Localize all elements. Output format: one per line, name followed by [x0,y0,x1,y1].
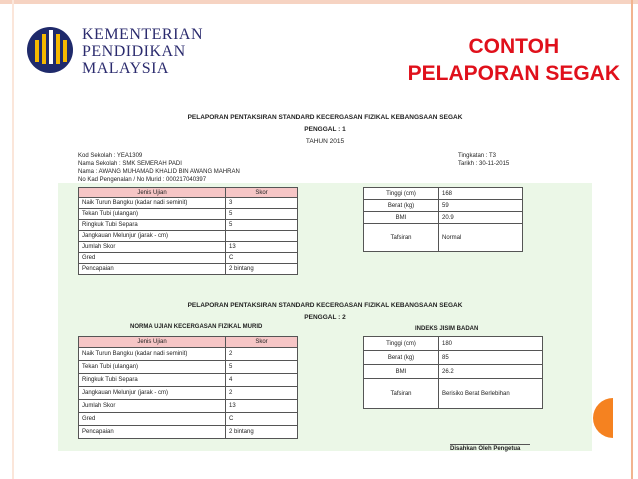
test-score: 2 [226,387,298,400]
norma-title: NORMA UJIAN KECERGASAN FIZIKAL MURID [130,324,263,330]
test-name: Tekan Tubi (ulangan) [79,361,226,374]
test-name: Pencapaian [79,426,226,439]
bmi-value: 20.9 [439,212,523,224]
test-name: Jangkauan Melunjur (jarak - cm) [79,231,226,242]
test-name: Naik Turun Bangku (kadar nadi seminit) [79,198,226,209]
bmi-label: Tafsiran [364,224,439,252]
report2-penggal: PENGGAL : 2 [304,314,346,321]
col-header: Jenis Ujian [79,337,226,348]
ministry-name [82,26,203,77]
test-score: 5 [226,209,298,220]
bmi-value: 168 [439,188,523,200]
info-line: Tingkatan : T3 [458,153,497,159]
slide-left-border [12,0,14,479]
test-score: 2 bintang [226,426,298,439]
fitness-table-2 [78,336,298,439]
bmi-label: Berat (kg) [364,351,439,365]
test-name: Jumlah Skor [79,400,226,413]
test-name: Pencapaian [79,264,226,275]
info-line: Kod Sekolah : YEA1309 [78,153,143,159]
test-score: 3 [226,198,298,209]
signature-label: Disahkan Oleh Pengetua [450,446,521,452]
signature-line [450,444,530,445]
ministry-logo-icon [26,24,74,76]
test-name: Jumlah Skor [79,242,226,253]
student-info [78,152,240,184]
test-score: C [226,253,298,264]
bmi-label: Berat (kg) [364,200,439,212]
test-score: 13 [226,242,298,253]
slide-right-border [631,0,633,479]
report-document [58,100,592,461]
report2-heading: PELAPORAN PENTAKSIRAN STANDARD KECERGASAN FIZIKAL KEBANGSAAN SEGAK [187,302,463,309]
bmi-value: 26.2 [439,365,543,379]
title-line: CONTOH [468,35,560,58]
test-name: Tekan Tubi (ulangan) [79,209,226,220]
info-line: No Kad Pengenalan / No Murid : 000217040397 [78,177,207,183]
test-score: 4 [226,374,298,387]
test-score: 2 bintang [226,264,298,275]
bmi-table-2 [363,336,543,409]
bmi-value: 180 [439,337,543,351]
bmi-label: Tinggi (cm) [364,188,439,200]
test-score: 2 [226,348,298,361]
test-name: Ringkuk Tubi Separa [79,220,226,231]
col-header: Skor [226,337,298,348]
class-info [458,152,509,168]
ministry-line: MALAYSIA [82,60,169,77]
test-name: Naik Turun Bangku (kadar nadi seminit) [79,348,226,361]
test-name: Gred [79,253,226,264]
ministry-line: KEMENTERIAN [82,26,204,43]
slide-title [408,33,620,87]
report1-penggal: PENGGAL : 1 [304,126,346,133]
info-line: Nama Sekolah : SMK SEMERAH PADI [78,161,182,167]
test-score: 5 [226,361,298,374]
indeks-title: INDEKS JISIM BADAN [415,326,479,332]
bmi-label: Tafsiran [364,379,439,409]
title-line: PELAPORAN SEGAK [407,62,620,85]
bmi-value: Berisiko Berat Berlebihan [439,379,543,409]
report1-heading: PELAPORAN PENTAKSIRAN STANDARD KECERGASAN FIZIKAL KEBANGSAAN SEGAK [187,114,463,121]
fitness-table-1 [78,187,298,275]
bmi-value: 59 [439,200,523,212]
test-score: 13 [226,400,298,413]
orange-decoration [593,398,613,438]
bmi-label: BMI [364,212,439,224]
col-header: Jenis Ujian [79,188,226,198]
slide-top-border [0,0,638,4]
info-line: Nama : AWANG MUHAMAD KHALID BIN AWANG MAHRAN [78,169,240,175]
ministry-line: PENDIDIKAN [82,43,186,60]
info-line: Tarikh : 30-11-2015 [458,161,510,167]
col-header: Skor [226,188,298,198]
report1-tahun: TAHUN 2015 [305,138,345,145]
bmi-label: Tinggi (cm) [364,337,439,351]
test-score: 5 [226,220,298,231]
test-name: Gred [79,413,226,426]
test-score: C [226,413,298,426]
test-name: Ringkuk Tubi Separa [79,374,226,387]
bmi-label: BMI [364,365,439,379]
bmi-table-1 [363,187,523,252]
bmi-value: 85 [439,351,543,365]
test-score [226,231,298,242]
bmi-value: Normal [439,224,523,252]
test-name: Jangkauan Melunjur (jarak - cm) [79,387,226,400]
